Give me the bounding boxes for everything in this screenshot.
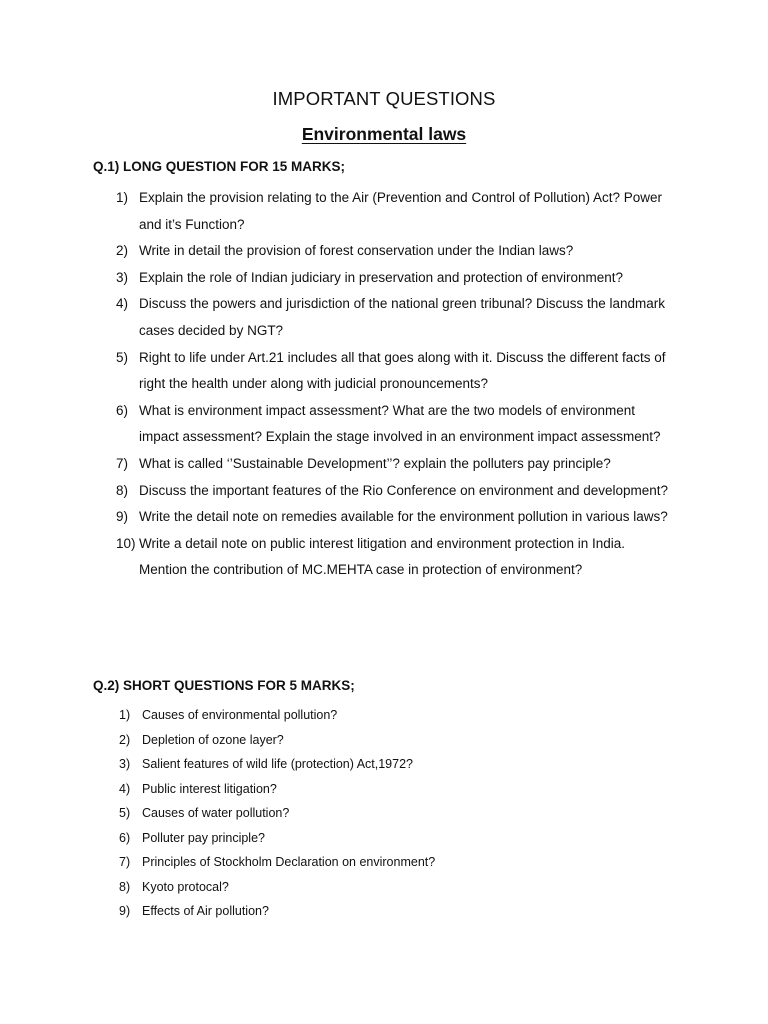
list-item-text: Write in detail the provision of forest conservation under the Indian laws? [139,243,574,259]
list-item-text: Explain the role of Indian judiciary in preservation and protection of environment? [139,269,624,285]
list-item [0,291,768,344]
list-item-number: 8) [119,879,131,894]
page-title: IMPORTANT QUESTIONS [272,88,496,109]
list-item [0,531,768,584]
long-questions-list [0,185,768,584]
list-item-number: 5) [116,349,129,365]
list-item-text: Effects of Air pollution? [142,904,269,918]
list-item-number: 1) [119,708,131,722]
list-item [0,899,768,924]
list-item-number: 9) [119,904,131,918]
list-item-text: What is environment impact assessment? What are the two models of environment impact assessment? Explain the stage involved in an environment impact assessment? [139,402,661,445]
list-item [0,398,768,451]
list-item [0,451,768,478]
list-item-number: 7) [116,455,129,471]
list-item [0,850,768,875]
list-item [0,265,768,292]
list-item-number: 2) [119,732,131,747]
list-item [0,728,768,753]
list-item [0,185,768,238]
list-item-number: 3) [116,269,129,285]
list-item-number: 4) [116,296,129,312]
list-item-number: 4) [119,781,131,796]
list-item-text: Public interest litigation? [142,781,277,796]
list-item-text: Right to life under Art.21 includes all that goes along with it. Discuss the different facts of right the health under along with judicial pronouncements? [139,349,666,392]
list-item-text: Discuss the powers and jurisdiction of the national green tribunal? Discuss the landmark cases decided by NGT? [139,296,666,338]
list-item [0,703,768,728]
section-heading-long-questions: Q.1) LONG QUESTION FOR 15 MARKS; [93,159,346,174]
list-item-number: 7) [119,855,131,869]
list-item [0,238,768,265]
list-item [0,504,768,531]
list-item-text: Depletion of ozone layer? [142,732,284,747]
list-item-number: 8) [116,482,129,498]
list-item-text: Principles of Stockholm Declaration on environment? [142,855,436,869]
list-item [0,875,768,900]
list-item-number: 5) [119,806,131,820]
list-item-number: 10) [116,535,136,551]
list-item-number: 3) [119,757,131,771]
list-item-number: 2) [116,243,129,259]
short-questions-list [0,703,768,924]
page-subtitle: Environmental laws [301,124,467,144]
list-item [0,478,768,505]
section-heading-short-questions: Q.2) SHORT QUESTIONS FOR 5 MARKS; [93,678,355,693]
list-item [0,777,768,802]
list-item-text: Salient features of wild life (protection) Act,1972? [142,757,413,771]
list-item-number: 9) [116,509,129,525]
list-item-text: Write the detail note on remedies available for the environment pollution in various laws? [139,509,668,525]
list-item [0,345,768,398]
list-item [0,801,768,826]
list-item-text: Polluter pay principle? [142,830,265,845]
list-item [0,752,768,777]
list-item-number: 1) [116,190,129,205]
list-item-text: Write a detail note on public interest litigation and environment protection in India. Mention the contribution of MC.MEHTA case in protection of environment? [139,535,626,578]
list-item-text: What is called ‘’Sustainable Development’’? explain the polluters pay principle? [139,455,611,471]
list-item-text: Causes of environmental pollution? [142,708,338,722]
list-item-text: Kyoto protocal? [142,879,229,894]
list-item-number: 6) [119,830,131,845]
list-item-number: 6) [116,402,129,418]
list-item-text: Causes of water pollution? [142,806,290,820]
list-item [0,826,768,851]
list-item-text: Explain the provision relating to the Air (Prevention and Control of Pollution) Act? Power and it’s Function? [139,190,663,232]
list-item-text: Discuss the important features of the Rio Conference on environment and development? [139,482,669,498]
